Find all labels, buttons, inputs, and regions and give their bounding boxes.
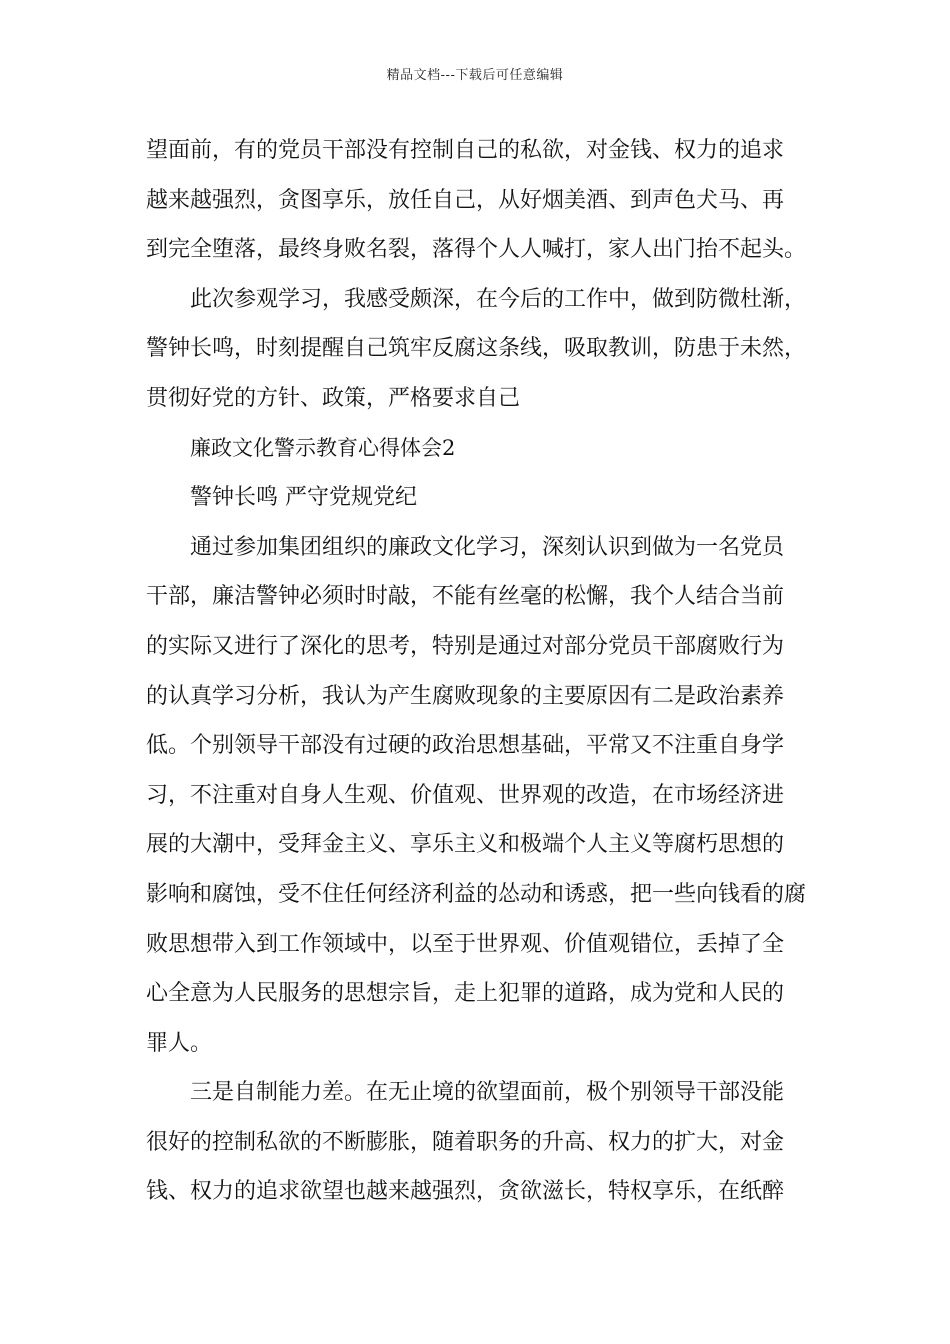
section-title [146, 424, 810, 474]
text-line: 通过参加集团组织的廉政文化学习，深刻认识到做为一名党员 [190, 534, 785, 560]
text-line: 败思想带入到工作领域中，以至于世界观、价值观错位，丢掉了全 [146, 931, 785, 957]
text-line: 到完全堕落，最终身败名裂，落得个人人喊打，家人出门抬不起头。 [146, 237, 807, 263]
page-header: 精品文档---下载后可任意编辑 [386, 68, 564, 83]
text-line: 贯彻好党的方针、政策，严格要求自己 [146, 385, 521, 411]
text-line: 的认真学习分析，我认为产生腐败现象的主要原因有二是政治素养 [146, 683, 785, 709]
text-line: 警钟长鸣，时刻提醒自己筑牢反腐这条线，吸取教训，防患于未然， [146, 336, 807, 362]
document-body [146, 126, 810, 1217]
text-line: 三是自制能力差。在无止境的欲望面前，极个别领导干部没能 [190, 1080, 785, 1106]
text-line: 心全意为人民服务的思想宗旨，走上犯罪的道路，成为党和人民的 [146, 981, 785, 1007]
title-line: 廉政文化警示教育心得体会2 [190, 435, 456, 460]
paragraph-3 [146, 523, 810, 1069]
text-line: 影响和腐蚀，受不住任何经济利益的怂动和诱惑，把一些向钱看的腐 [146, 881, 807, 907]
text-line: 钱、权力的追求欲望也越来越强烈，贪欲滋长，特权享乐，在纸醉 [146, 1179, 785, 1205]
text-line: 干部，廉洁警钟必须时时敲，不能有丝毫的松懈，我个人结合当前 [146, 584, 785, 610]
text-line: 习，不注重对自身人生观、价值观、世界观的改造，在市场经济进 [146, 782, 785, 808]
text-line: 展的大潮中，受拜金主义、享乐主义和极端个人主义等腐朽思想的 [146, 832, 785, 858]
section-subtitle [146, 473, 810, 523]
text-line: 低。个别领导干部没有过硬的政治思想基础，平常又不注重自身学 [146, 733, 785, 759]
text-line: 很好的控制私欲的不断膨胀，随着职务的升高、权力的扩大，对金 [146, 1129, 785, 1155]
paragraph-2 [146, 275, 810, 424]
text-line: 的实际又进行了深化的思考，特别是通过对部分党员干部腐败行为 [146, 633, 785, 659]
subtitle-line: 警钟长鸣 严守党规党纪 [190, 485, 417, 511]
paragraph-1 [146, 126, 810, 275]
text-line: 望面前，有的党员干部没有控制自己的私欲，对金钱、权力的追求 [146, 138, 785, 163]
paragraph-4 [146, 1068, 810, 1217]
text-line: 此次参观学习，我感受颇深，在今后的工作中，做到防微杜渐， [190, 286, 807, 312]
text-line: 罪人。 [146, 1030, 213, 1056]
text-line: 越来越强烈，贪图享乐，放任自己，从好烟美酒、到声色犬马、再 [146, 187, 785, 213]
